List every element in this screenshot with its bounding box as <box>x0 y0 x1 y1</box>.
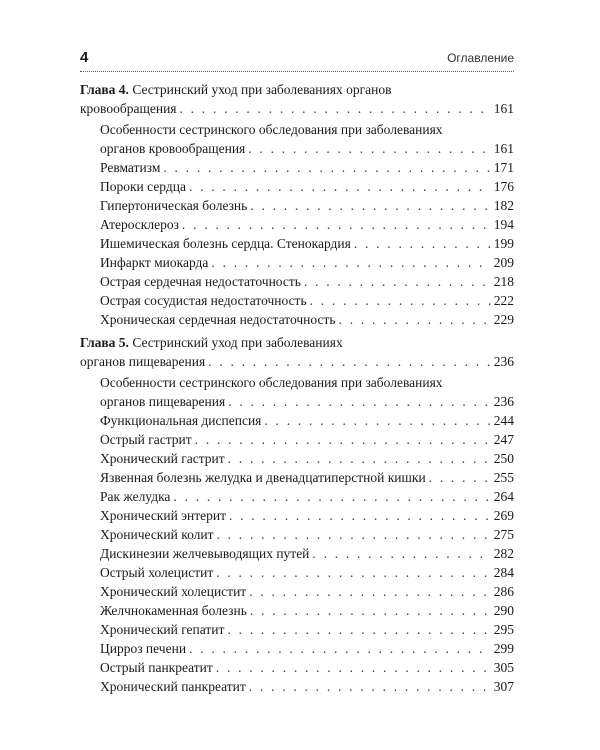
chapter-page: 161 <box>493 101 514 116</box>
entry-title: Острая сердечная недостаточность <box>100 274 301 289</box>
dot-leader <box>211 253 490 272</box>
entry-page: 255 <box>493 470 514 485</box>
toc-entry <box>80 291 514 310</box>
dot-leader <box>250 196 490 215</box>
toc-entry <box>80 468 514 487</box>
toc-entry <box>80 677 514 696</box>
entry-title: Ишемическая болезнь сердца. Стенокардия <box>100 236 351 251</box>
entry-title: Острый гастрит <box>100 432 192 447</box>
entry-title: Функциональная диспепсия <box>100 413 262 428</box>
dot-leader <box>312 544 490 563</box>
page-number: 4 <box>80 49 89 66</box>
toc-entry <box>80 639 514 658</box>
entry-title: Инфаркт миокарда <box>100 255 209 270</box>
entry-page: 307 <box>493 679 514 694</box>
entry-page: 229 <box>493 312 514 327</box>
entry-page: 250 <box>493 451 514 466</box>
entry-title: Острая сосудистая недостаточность <box>100 293 307 308</box>
entry-page: 199 <box>493 236 514 251</box>
entry-page: 290 <box>493 603 514 618</box>
entry-title: Язвенная болезнь желудка и двенадцатиперстной кишки <box>100 470 426 485</box>
toc-entry <box>80 601 514 620</box>
dot-leader <box>264 411 490 430</box>
section-list <box>80 373 514 696</box>
entry-page: 236 <box>493 394 514 409</box>
toc-entry <box>80 544 514 563</box>
chapter-heading-line1 <box>80 333 514 352</box>
running-title: Оглавление <box>447 51 514 65</box>
entry-page: 171 <box>493 160 514 175</box>
dot-leader <box>208 352 491 371</box>
dot-leader <box>250 601 491 620</box>
entry-page: 176 <box>493 179 514 194</box>
entry-page: 305 <box>493 660 514 675</box>
toc-entry <box>80 563 514 582</box>
toc-entry <box>80 525 514 544</box>
toc-entry <box>80 582 514 601</box>
entry-page: 275 <box>493 527 514 542</box>
dot-leader <box>249 582 491 601</box>
entry-page: 286 <box>493 584 514 599</box>
dot-leader <box>248 139 490 158</box>
entry-page: 244 <box>493 413 514 428</box>
dot-leader <box>216 563 491 582</box>
toc-entry-intro <box>80 373 514 411</box>
entry-title: Острый холецистит <box>100 565 214 580</box>
entry-page: 282 <box>493 546 514 561</box>
entry-page: 161 <box>493 141 514 156</box>
entry-title-continued: органов пищеварения <box>100 394 226 409</box>
chapter-title-continued: кровообращения <box>80 101 177 116</box>
entry-page: 264 <box>493 489 514 504</box>
chapter-5 <box>80 333 514 371</box>
entry-title: Пороки сердца <box>100 179 186 194</box>
toc-entry <box>80 620 514 639</box>
chapter-heading-line2 <box>80 352 514 371</box>
entry-page: 269 <box>493 508 514 523</box>
toc-entry-intro <box>80 120 514 158</box>
dot-leader <box>228 392 491 411</box>
toc-entry <box>80 234 514 253</box>
entry-title: Цирроз печени <box>100 641 187 656</box>
entry-title: Желчнокаменная болезнь <box>100 603 247 618</box>
entry-title: Хронический колит <box>100 527 214 542</box>
entry-title: Хронический панкреатит <box>100 679 246 694</box>
entry-page: 295 <box>493 622 514 637</box>
chapter-heading-line1 <box>80 80 514 99</box>
dot-leader <box>228 449 491 468</box>
dot-leader <box>173 487 490 506</box>
dot-leader <box>310 291 491 310</box>
page-header <box>80 49 514 72</box>
toc-entry <box>80 215 514 234</box>
dot-leader <box>189 639 491 658</box>
toc-entry <box>80 253 514 272</box>
chapter-title: Сестринский уход при заболеваниях <box>132 335 343 350</box>
dot-leader <box>195 430 491 449</box>
entry-title: Хронический холецистит <box>100 584 247 599</box>
toc-entry <box>80 310 514 329</box>
dot-leader <box>189 177 491 196</box>
dot-leader <box>304 272 491 291</box>
dot-leader <box>229 506 491 525</box>
entry-line2 <box>80 392 514 411</box>
dot-leader <box>182 215 491 234</box>
entry-title: Особенности сестринского обследования при заболеваниях <box>100 122 443 137</box>
toc-entry <box>80 506 514 525</box>
dot-leader <box>217 525 491 544</box>
entry-title: Хроническая сердечная недостаточность <box>100 312 336 327</box>
toc-entry <box>80 658 514 677</box>
entry-title: Хронический гастрит <box>100 451 225 466</box>
entry-line2 <box>80 139 514 158</box>
entry-page: 182 <box>493 198 514 213</box>
entry-page: 222 <box>493 293 514 308</box>
toc-entry <box>80 411 514 430</box>
toc-entry <box>80 449 514 468</box>
dot-leader <box>180 99 491 118</box>
chapter-4 <box>80 80 514 118</box>
dot-leader <box>249 677 491 696</box>
entry-title: Острый панкреатит <box>100 660 213 675</box>
dot-leader <box>227 620 490 639</box>
entry-page: 284 <box>493 565 514 580</box>
toc-entry <box>80 430 514 449</box>
section-list <box>80 120 514 329</box>
chapter-label: Глава 4. <box>80 82 129 97</box>
table-of-contents <box>80 80 514 696</box>
dot-leader <box>339 310 491 329</box>
dot-leader <box>163 158 490 177</box>
entry-page: 194 <box>493 217 514 232</box>
entry-title: Особенности сестринского обследования при заболеваниях <box>100 375 443 390</box>
entry-page: 299 <box>493 641 514 656</box>
chapter-title-continued: органов пищеварения <box>80 354 206 369</box>
entry-title-continued: органов кровообращения <box>100 141 246 156</box>
chapter-label: Глава 5. <box>80 335 129 350</box>
entry-page: 247 <box>493 432 514 447</box>
toc-entry <box>80 196 514 215</box>
entry-page: 209 <box>493 255 514 270</box>
chapter-title: Сестринский уход при заболеваниях органов <box>132 82 392 97</box>
toc-entry <box>80 487 514 506</box>
entry-title: Рак желудка <box>100 489 171 504</box>
entry-title: Ревматизм <box>100 160 161 175</box>
dot-leader <box>216 658 491 677</box>
chapter-page: 236 <box>493 354 514 369</box>
entry-title: Хронический энтерит <box>100 508 226 523</box>
entry-title: Гипертоническая болезнь <box>100 198 248 213</box>
entry-page: 218 <box>493 274 514 289</box>
entry-title: Атеросклероз <box>100 217 179 232</box>
entry-title: Хронический гепатит <box>100 622 225 637</box>
dot-leader <box>429 468 491 487</box>
toc-entry <box>80 177 514 196</box>
toc-entry <box>80 158 514 177</box>
dot-leader <box>354 234 491 253</box>
toc-entry <box>80 272 514 291</box>
chapter-heading-line2 <box>80 99 514 118</box>
entry-title: Дискинезии желчевыводящих путей <box>100 546 310 561</box>
